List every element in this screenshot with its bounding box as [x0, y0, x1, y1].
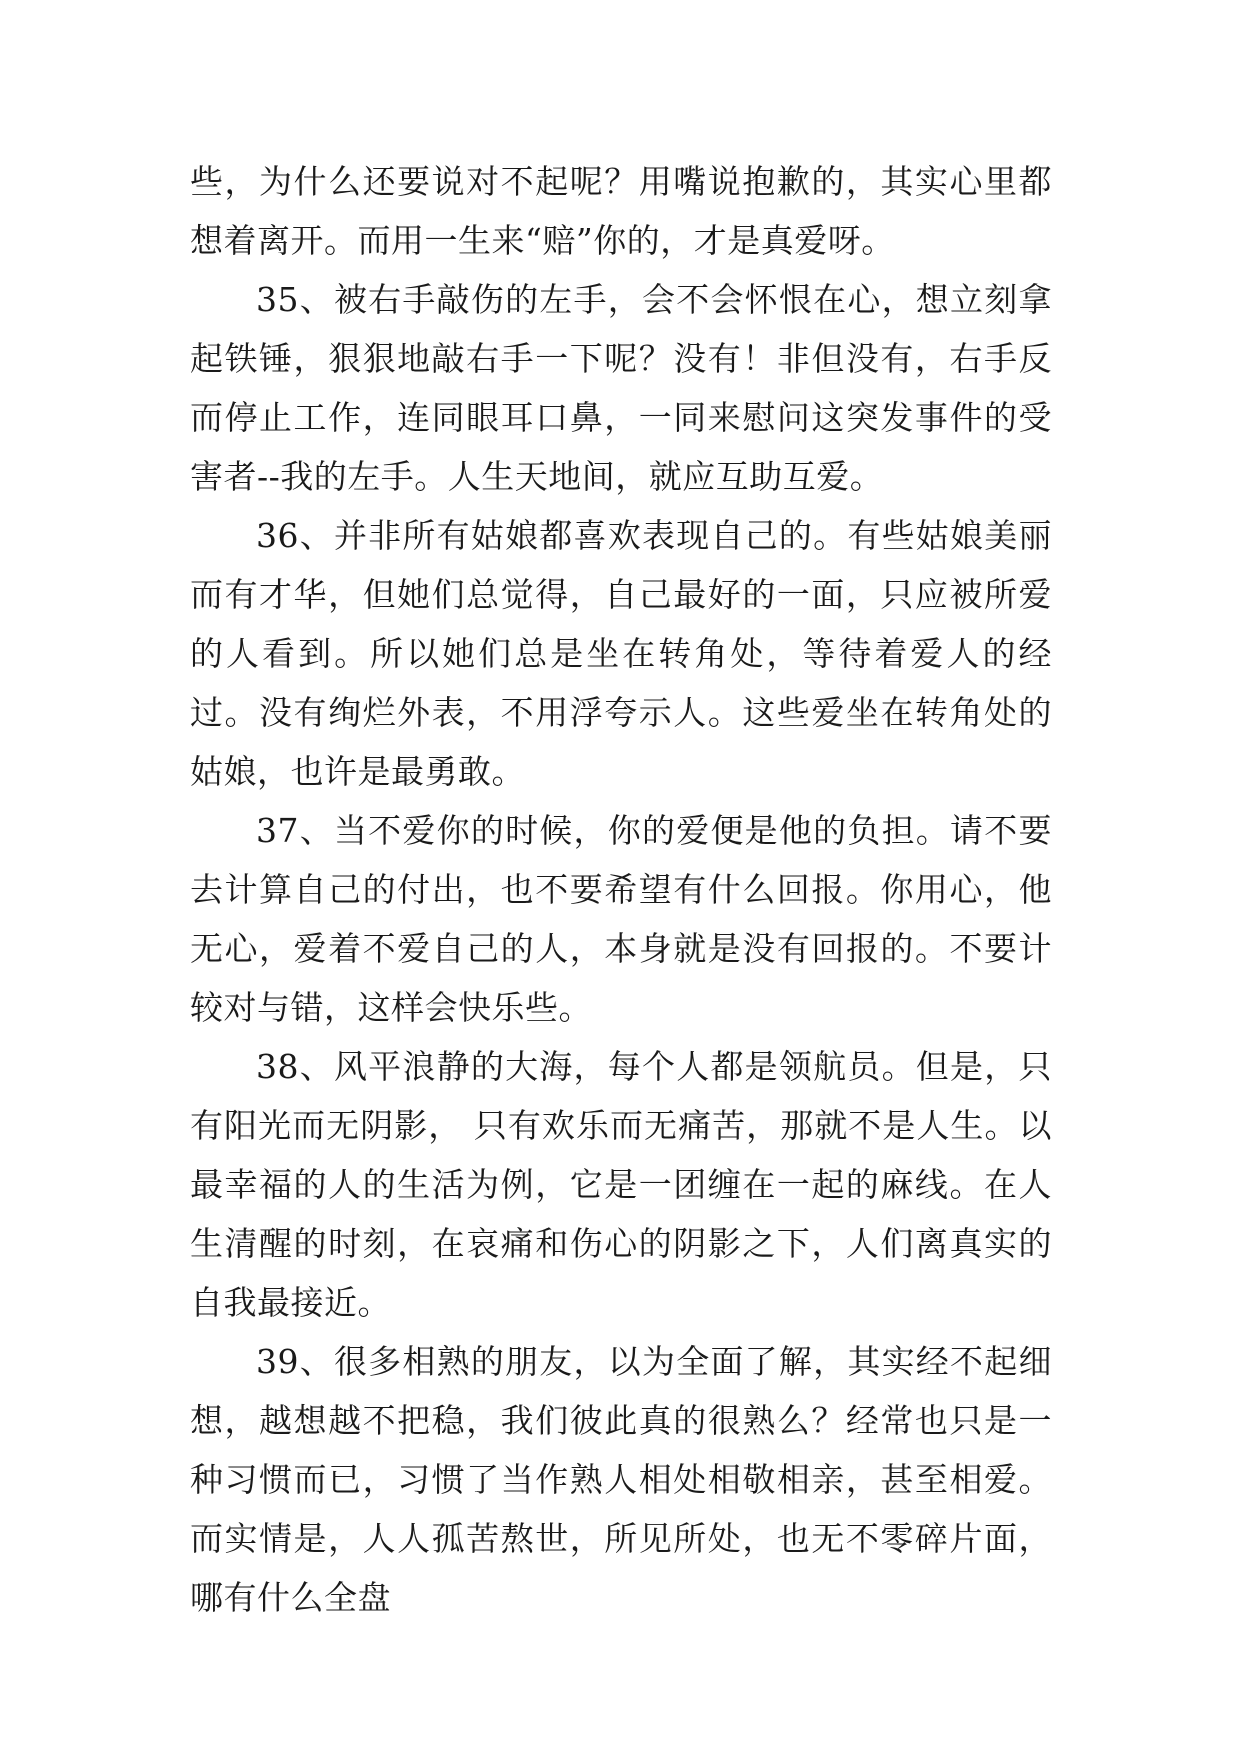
paragraph-38: 38、风平浪静的大海，每个人都是领航员。但是，只有阳光而无阴影， 只有欢乐而无痛苦，那就不是人生。以最幸福的人的生活为例，它是一团缠在一起的麻线。在人生清醒的时刻，在哀痛和伤心的阴影之下，人们离真实的自我最接近。: [190, 1047, 1052, 1322]
document-page: [190, 152, 1052, 1627]
paragraph-36: 36、并非所有姑娘都喜欢表现自己的。有些姑娘美丽而有才华，但她们总觉得，自己最好的一面，只应被所爱的人看到。所以她们总是坐在转角处，等待着爱人的经过。没有绚烂外表，不用浮夸示人。这些爱坐在转角处的姑娘，也许是最勇敢。: [190, 516, 1052, 791]
paragraph-39: 39、很多相熟的朋友，以为全面了解，其实经不起细想，越想越不把稳，我们彼此真的很熟么？经常也只是一种习惯而已，习惯了当作熟人相处相敬相亲，甚至相爱。而实情是，人人孤苦熬世，所见所处，也无不零碎片面，哪有什么全盘: [190, 1342, 1052, 1617]
paragraph-continuation: 些，为什么还要说对不起呢？用嘴说抱歉的，其实心里都想着离开。而用一生来“赔”你的，才是真爱呀。: [190, 162, 1052, 260]
paragraph-37: 37、当不爱你的时候，你的爱便是他的负担。请不要去计算自己的付出，也不要希望有什么回报。你用心，他无心，爱着不爱自己的人，本身就是没有回报的。不要计较对与错，这样会快乐些。: [190, 811, 1052, 1027]
paragraph-35: 35、被右手敲伤的左手，会不会怀恨在心，想立刻拿起铁锤，狠狠地敲右手一下呢？没有！非但没有，右手反而停止工作，连同眼耳口鼻，一同来慰问这突发事件的受害者--我的左手。人生天地间，就应互助互爱。: [190, 280, 1052, 496]
